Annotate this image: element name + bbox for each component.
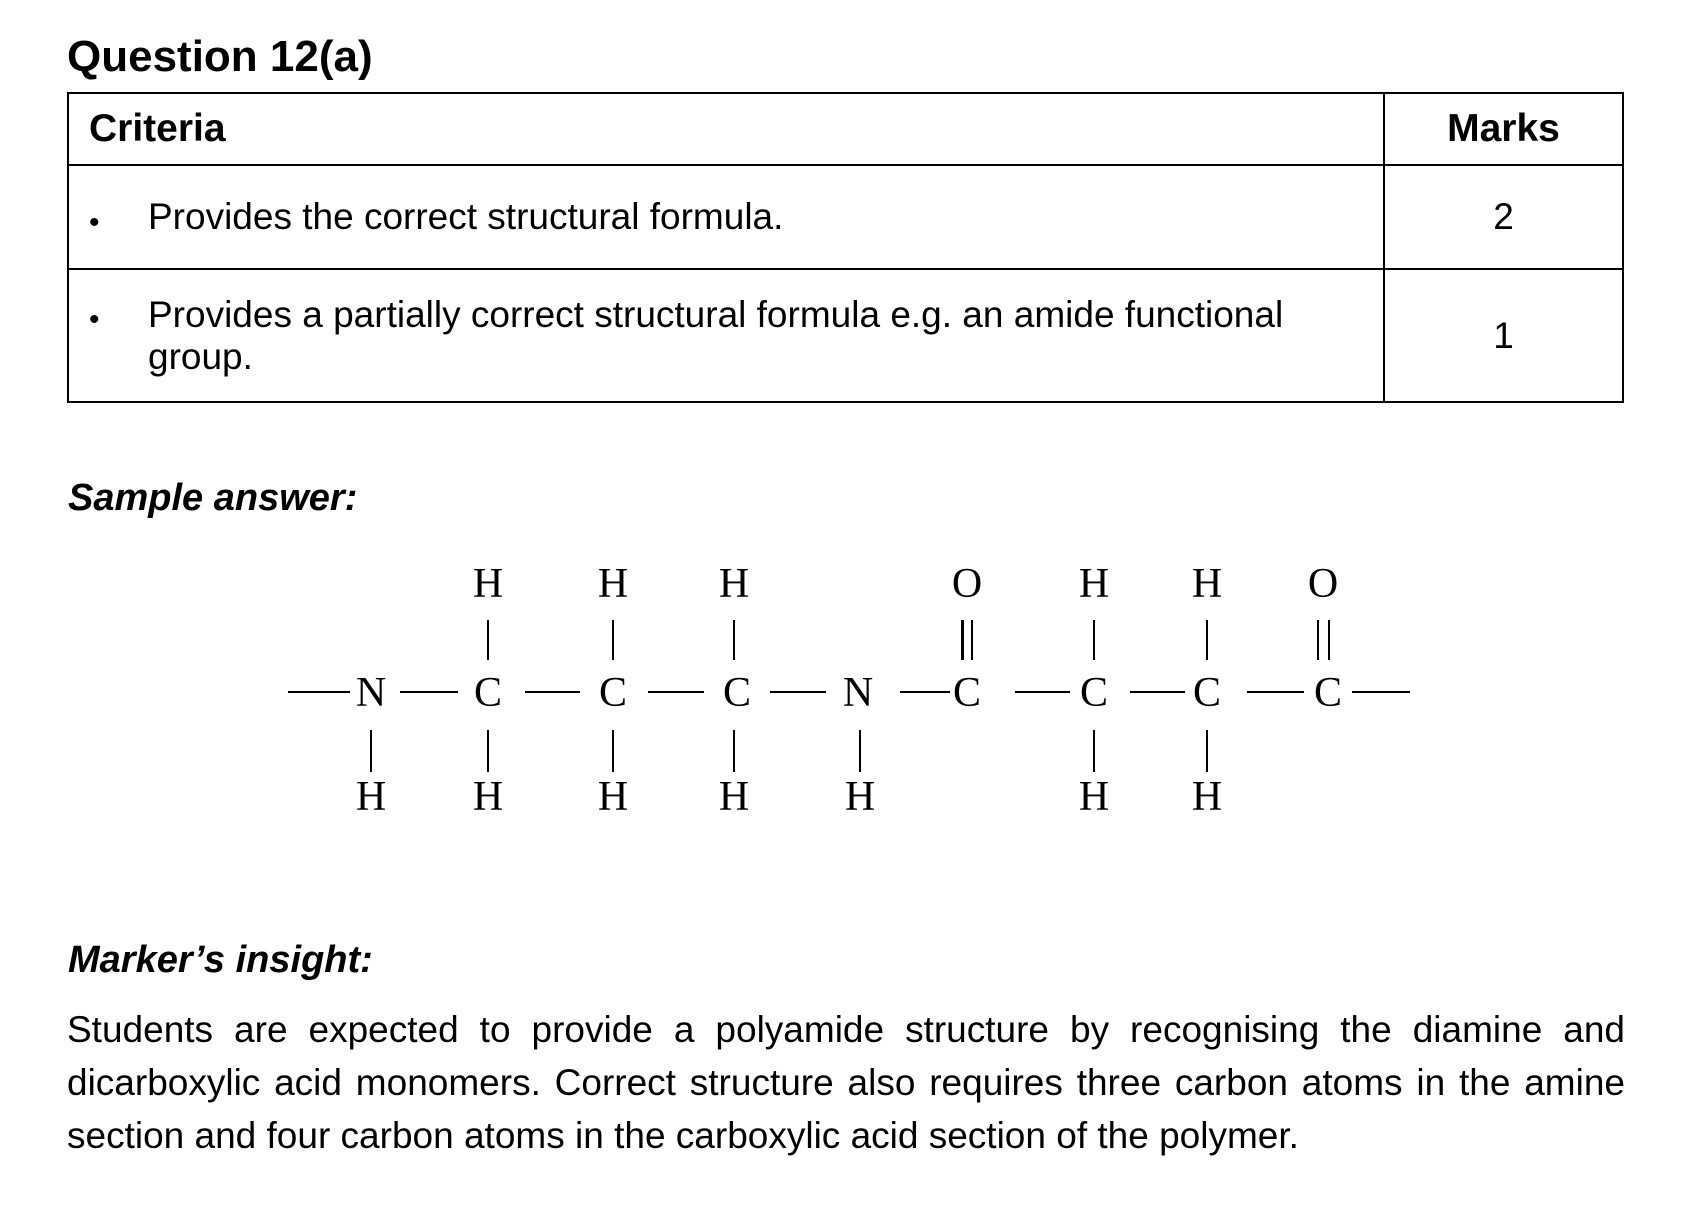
bullet-icon: • [89, 206, 100, 239]
atom-label: H [472, 774, 504, 820]
marks-value: 2 [1384, 165, 1623, 269]
question-title: Question 12(a) [67, 32, 373, 81]
atom-label: C [1079, 670, 1109, 716]
criterion-text: Provides a partially correct structural formula e.g. an amide functional group. [148, 293, 1284, 377]
atom-label: C [952, 670, 982, 716]
atom-label: H [355, 774, 387, 820]
atom-label: H [472, 561, 504, 607]
atom-label: H [597, 774, 629, 820]
atom-label: C [598, 670, 628, 716]
atom-label: N [842, 670, 874, 716]
bullet-icon: • [89, 303, 100, 336]
atom-label: H [1191, 774, 1223, 820]
atom-label: N [355, 670, 387, 716]
sample-answer-label: Sample answer: [68, 477, 358, 519]
atom-label: H [1078, 774, 1110, 820]
atom-label: H [597, 561, 629, 607]
criterion-cell [68, 165, 1384, 269]
markers-insight-text: Students are expected to provide a polyamide structure by recognising the diamine and dicarboxylic acid monomers. Correct structure also requires three carbon atoms in the amine section and four carbon atoms in the carboxylic acid section of the polymer. [67, 1009, 1625, 1156]
marks-header: Marks [1384, 93, 1623, 165]
markers-insight-label: Marker’s insight: [68, 939, 373, 981]
atom-label: H [718, 561, 750, 607]
atom-label: C [722, 670, 752, 716]
atom-label: O [1307, 561, 1339, 607]
polyamide-structural-formula [270, 545, 1410, 835]
atom-label: O [951, 561, 983, 607]
table-header-row [68, 93, 1623, 165]
criteria-header: Criteria [68, 93, 1384, 165]
atom-label: C [473, 670, 503, 716]
atom-label: H [1191, 561, 1223, 607]
table-row [68, 269, 1623, 402]
criterion-text: Provides the correct structural formula. [148, 196, 784, 237]
atom-label: H [844, 774, 876, 820]
marking-criteria-table [67, 92, 1624, 403]
table-row [68, 165, 1623, 269]
atom-label: C [1192, 670, 1222, 716]
atom-label: H [718, 774, 750, 820]
marks-value: 1 [1384, 269, 1623, 402]
criterion-cell [68, 269, 1384, 402]
atom-label: H [1078, 561, 1110, 607]
atom-label: C [1313, 670, 1343, 716]
